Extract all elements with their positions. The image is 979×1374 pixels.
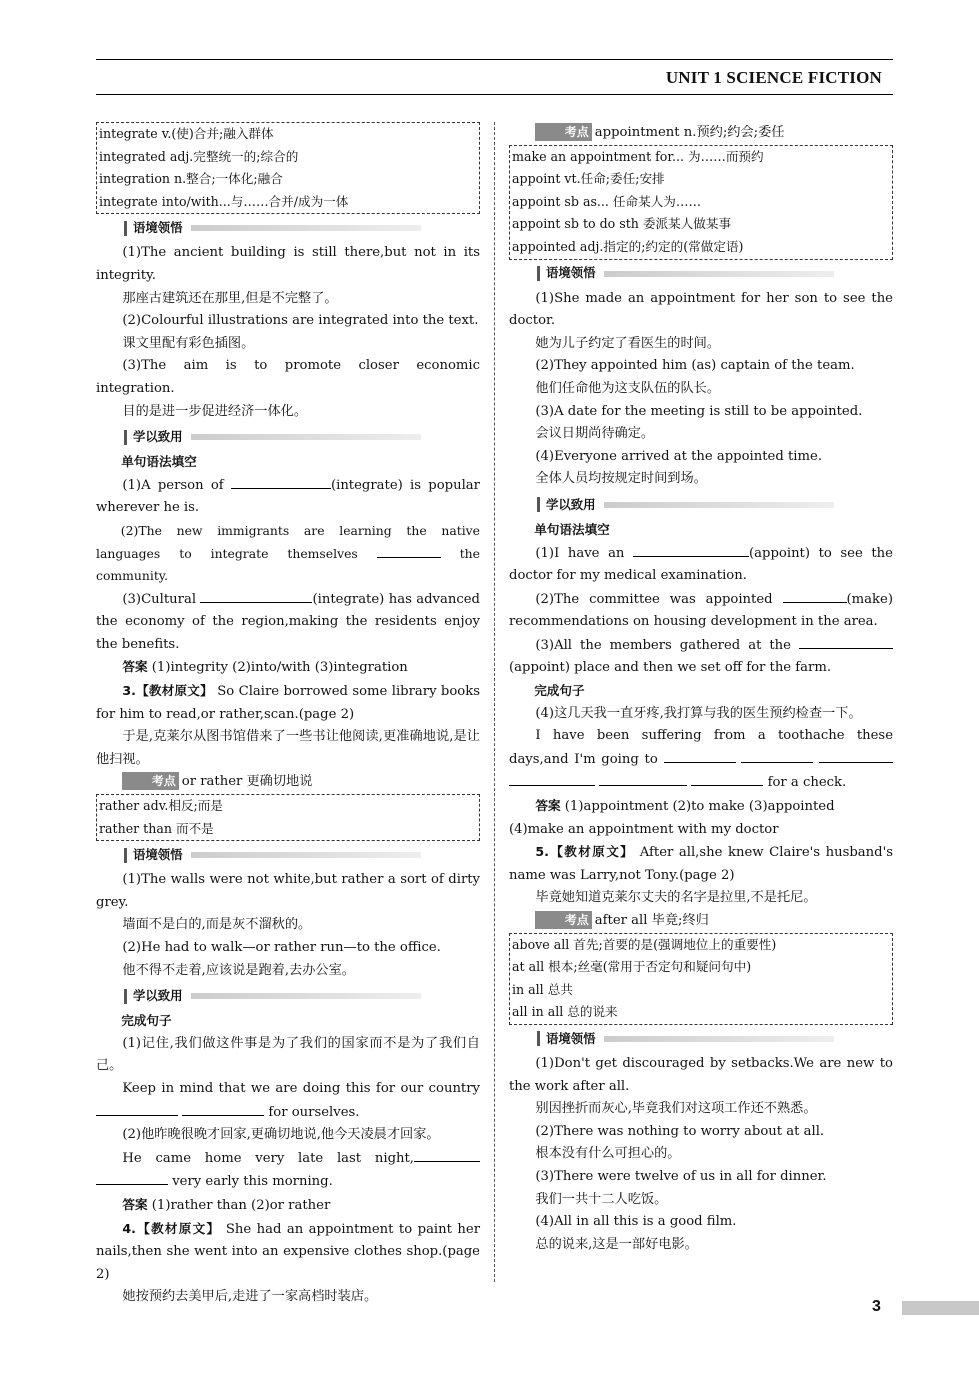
vocab-line: in all 总共 (512, 981, 573, 997)
heading-fade (191, 225, 421, 231)
page-number-bar (902, 1301, 979, 1315)
example-translation: 会议日期尚待确定。 (535, 426, 655, 442)
kaodian-line: 考点 after all 毕竟;终归 (509, 910, 893, 933)
example-sentence: (1)The ancient building is still there,but not in its integrity. (96, 245, 480, 283)
vocab-box-all (509, 933, 893, 1025)
subheading-wancheng: 完成句子 (534, 683, 585, 699)
answer-line-cont: (4)make an appointment with my doctor (509, 821, 779, 837)
vocab-line: rather than 而不是 (99, 820, 214, 836)
heading-bar (537, 497, 540, 512)
example-translation: 他们任命他为这支队伍的队长。 (535, 380, 721, 396)
answer-blank[interactable] (664, 748, 736, 763)
section-heading-yujing: 语境领悟 (537, 1028, 893, 1050)
textbook-label: 【教材原文】 (135, 1220, 221, 1236)
vocab-line: integrate into/with...与……合并/成为一体 (99, 193, 349, 209)
kaodian-tag: 考点 (535, 911, 591, 929)
example-sentence: (4)All in all this is a good film. (535, 1214, 737, 1230)
answer-blank[interactable] (231, 474, 331, 489)
example-translation: 课文里配有彩色插图。 (122, 335, 255, 351)
answer-label: 答案 (122, 1196, 148, 1212)
column-divider (494, 122, 495, 1282)
answer-blank[interactable] (799, 634, 893, 649)
vocab-line: integrate v.(使)合并;融入群体 (99, 126, 274, 141)
answer-blank[interactable] (414, 1147, 480, 1162)
textbook-item: 5.【教材原文】 After all,she knew Claire's husband's name was Larry,not Tony.(page 2) (509, 844, 893, 883)
vocab-box-rather (96, 794, 480, 841)
vocab-line: rather adv.相反;而是 (99, 798, 223, 814)
example-sentence: (2)He had to walk—or rather run—to the office. (122, 940, 441, 955)
answer-blank[interactable] (783, 588, 847, 603)
answer-blank[interactable] (96, 1101, 178, 1116)
heading-fade (604, 1036, 834, 1042)
heading-fade (191, 993, 421, 999)
exercise-item: I have been suffering from a toothache these days,and I'm going to for a check. (509, 728, 893, 791)
exercise-prompt: (1)记住,我们做这件事是为了我们的国家而不是为了我们自己。 (96, 1035, 480, 1074)
vocab-line: all in all 总的说来 (512, 1004, 618, 1020)
vocab-box-integrate (96, 122, 480, 214)
answer-blank[interactable] (691, 771, 763, 786)
heading-bar (124, 989, 127, 1004)
exercise-item: (2)The new immigrants are learning the native languages to integrate themselves the community. (96, 522, 480, 584)
exercise-prompt: (2)他昨晚很晚才回家,更确切地说,他今天凌晨才回家。 (122, 1127, 440, 1143)
heading-fade (191, 434, 421, 440)
example-translation: 那座古建筑还在那里,但是不完整了。 (122, 290, 338, 306)
example-sentence: (3)There were twelve of us in all for dinner. (535, 1168, 827, 1184)
vocab-line: appoint sb to do sth 委派某人做某事 (512, 216, 732, 232)
answer-label: 答案 (122, 659, 148, 675)
answer-label: 答案 (535, 798, 561, 814)
example-sentence: (3)The aim is to promote closer economic integration. (96, 358, 480, 396)
section-heading-yujing: 语境领悟 (124, 217, 480, 239)
example-sentence: (2)There was nothing to worry about at all. (535, 1123, 825, 1139)
textbook-label: 【教材原文】 (135, 683, 213, 699)
exercise-item: (1)I have an (appoint) to see the doctor for my medical examination. (509, 542, 893, 588)
vocab-line: appoint sb as... 任命某人为…… (512, 193, 702, 209)
section-heading-xueyi: 学以致用 (124, 426, 480, 448)
textbook-item: 3.【教材原文】 So Claire borrowed some library books for him to read,or rather,scan.(page 2) (96, 683, 480, 722)
vocab-line: integrated adj.完整统一的;综合的 (99, 148, 299, 164)
exercise-item: (2)The committee was appointed (make) recommendations on housing development in the area. (509, 588, 893, 634)
heading-bar (124, 848, 127, 863)
exercise-item: He came home very late last night, very early this morning. (96, 1147, 480, 1194)
vocab-line: above all 首先;首要的是(强调地位上的重要性) (512, 936, 777, 952)
exercise-item: Keep in mind that we are doing this for our country for ourselves. (96, 1078, 480, 1124)
answer-blank[interactable] (377, 543, 441, 558)
answer-blank[interactable] (633, 542, 749, 557)
vocab-line: make an appointment for... 为……而预约 (512, 148, 764, 164)
heading-fade (604, 502, 834, 508)
textbook-translation: 她按预约去美甲后,走进了一家高档时装店。 (122, 1289, 378, 1305)
heading-fade (604, 271, 834, 277)
exercise-item: (3)Cultural (integrate) has advanced the economy of the region,making the residents enjoy the benefits. (96, 588, 480, 657)
example-translation: 全体人员均按规定时间到场。 (535, 471, 707, 487)
answer-blank[interactable] (819, 748, 893, 763)
kaodian-line: 考点 appointment n.预约;约会;委任 (509, 122, 893, 145)
answer-blank[interactable] (96, 1170, 168, 1185)
vocab-line: appoint vt.任命;委任;安排 (512, 171, 665, 187)
section-heading-xueyi: 学以致用 (537, 494, 893, 516)
subheading-wancheng: 完成句子 (121, 1013, 172, 1029)
heading-bar (124, 430, 127, 445)
heading-bar (537, 1031, 540, 1046)
section-heading-yujing: 语境领悟 (124, 844, 480, 866)
example-translation: 墙面不是白的,而是灰不溜秋的。 (122, 917, 312, 933)
example-sentence: (2)They appointed him (as) captain of the team. (535, 358, 855, 374)
kaodian-tag: 考点 (122, 772, 178, 790)
section-heading-xueyi: 学以致用 (124, 985, 480, 1007)
example-sentence: (2)Colourful illustrations are integrated into the text. (122, 313, 479, 329)
exercise-prompt: (4)这几天我一直牙疼,我打算与我的医生预约检查一下。 (535, 705, 862, 721)
textbook-label: 【教材原文】 (548, 844, 635, 860)
example-translation: 总的说来,这是一部好电影。 (535, 1236, 698, 1252)
example-translation: 她为儿子约定了看医生的时间。 (535, 335, 721, 351)
vocab-line: appointed adj.指定的;约定的(常做定语) (512, 238, 744, 254)
example-sentence: (4)Everyone arrived at the appointed time. (535, 448, 823, 464)
header-unit-title: UNIT 1 SCIENCE FICTION (665, 68, 882, 87)
exercise-item: (3)All the members gathered at the (appoint) place and then we set off for the farm. (509, 634, 893, 680)
example-sentence: (1)Don't get discouraged by setbacks.We are new to the work after all. (509, 1055, 893, 1094)
example-translation: 目的是进一步促进经济一体化。 (122, 403, 308, 419)
answer-blank[interactable] (200, 588, 312, 603)
heading-bar (124, 221, 127, 236)
example-sentence: (3)A date for the meeting is still to be appointed. (535, 403, 863, 419)
heading-fade (191, 852, 421, 858)
example-translation: 他不得不走着,应该说是跑着,去办公室。 (122, 962, 355, 978)
kaodian-tag: 考点 (535, 123, 591, 141)
vocab-box-appoint (509, 145, 893, 260)
exercise-item: (1)A person of (integrate) is popular wherever he is. (96, 474, 480, 520)
answer-blank[interactable] (741, 748, 813, 763)
example-sentence: (1)The walls were not white,but rather a sort of dirty grey. (96, 872, 480, 910)
header-bottom-rule (96, 94, 893, 95)
answer-line: 答案 (1)integrity (2)into/with (3)integration (122, 659, 408, 676)
subheading-danju: 单句语法填空 (534, 521, 610, 537)
header-top-rule (96, 59, 893, 60)
textbook-translation: 于是,克莱尔从图书馆借来了一些书让他阅读,更准确地说,是让他扫视。 (96, 729, 480, 767)
example-sentence: (1)She made an appointment for her son to see the doctor. (509, 290, 893, 329)
textbook-translation: 毕竟她知道克莱尔丈夫的名字是拉里,不是托尼。 (535, 890, 817, 906)
kaodian-line: 考点 or rather 更确切地说 (96, 771, 480, 794)
right-column (509, 122, 893, 1256)
answer-blank[interactable] (509, 771, 595, 786)
textbook-item: 4.【教材原文】 She had an appointment to paint her nails,then she went into an expensive clothes shop.(page 2) (96, 1220, 480, 1282)
answer-line: 答案 (1)appointment (2)to make (3)appointed (535, 798, 835, 815)
subheading-danju: 单句语法填空 (121, 454, 197, 470)
heading-bar (537, 266, 540, 281)
example-translation: 根本没有什么可担心的。 (535, 1146, 681, 1162)
page-number: 3 (872, 1298, 881, 1315)
left-column (96, 122, 480, 1309)
example-translation: 我们一共十二人吃饭。 (535, 1191, 668, 1207)
answer-blank[interactable] (182, 1101, 264, 1116)
vocab-line: integration n.整合;一体化;融合 (99, 171, 283, 187)
vocab-line: at all 根本;丝毫(常用于否定句和疑问句中) (512, 959, 752, 975)
answer-line: 答案 (1)rather than (2)or rather (122, 1196, 331, 1213)
section-heading-yujing: 语境领悟 (537, 263, 893, 285)
example-translation: 别因挫折而灰心,毕竟我们对这项工作还不熟悉。 (535, 1101, 817, 1117)
answer-blank[interactable] (599, 771, 687, 786)
